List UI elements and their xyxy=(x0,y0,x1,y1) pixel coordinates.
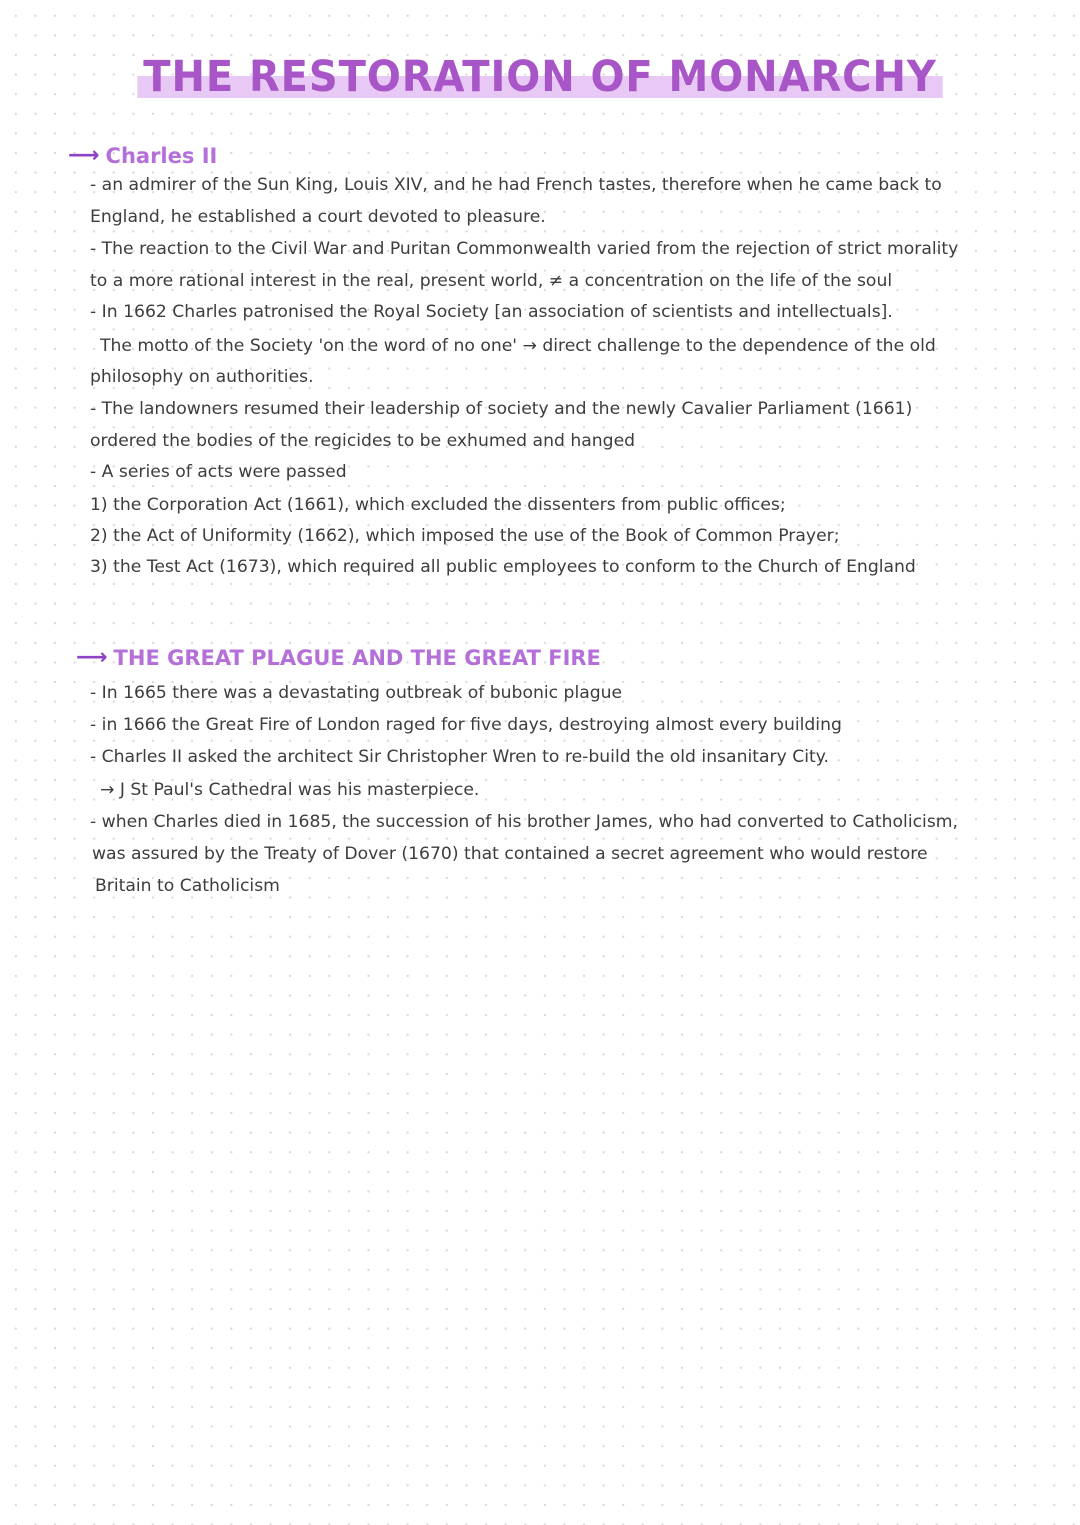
section-heading-plague-fire xyxy=(76,645,601,670)
text-line: - in 1666 the Great Fire of London raged for five days, destroying almost every building xyxy=(90,715,842,735)
text-line: → J St Paul's Cathedral was his masterpiece. xyxy=(100,780,480,800)
text-line: - In 1665 there was a devastating outbreak of bubonic plague xyxy=(90,683,623,703)
text-line: to a more rational interest in the real, present world, ≠ a concentration on the life of the soul xyxy=(90,271,893,291)
text-line: Britain to Catholicism xyxy=(95,876,280,896)
text-line: - The landowners resumed their leadership of society and the newly Cavalier Parliament (1661) xyxy=(90,399,913,419)
text-line: philosophy on authorities. xyxy=(90,367,314,387)
text-line: England, he established a court devoted to pleasure. xyxy=(90,207,546,227)
text-line: 3) the Test Act (1673), which required all public employees to conform to the Church of England xyxy=(90,557,916,577)
text-line: - In 1662 Charles patronised the Royal Society [an association of scientists and intellectuals]. xyxy=(90,302,893,322)
text-line: 2) the Act of Uniformity (1662), which imposed the use of the Book of Common Prayer; xyxy=(90,526,840,546)
text-line: - an admirer of the Sun King, Louis XIV, and he had French tastes, therefore when he came back to xyxy=(90,175,942,195)
text-line: ordered the bodies of the regicides to be exhumed and hanged xyxy=(90,431,636,451)
page-title xyxy=(38,52,1042,102)
heading-text: Charles II xyxy=(105,143,218,168)
text-line: The motto of the Society 'on the word of no one' → direct challenge to the dependence of the old xyxy=(100,336,936,356)
arrow-right-icon: ⟶ xyxy=(76,645,108,670)
text-line: 1) the Corporation Act (1661), which excluded the dissenters from public offices; xyxy=(90,495,786,515)
heading-text: THE GREAT PLAGUE AND THE GREAT FIRE xyxy=(113,645,601,670)
title-text: THE RESTORATION OF MONARCHY xyxy=(138,52,943,102)
text-line: was assured by the Treaty of Dover (1670) that contained a secret agreement who would restore xyxy=(92,844,928,864)
text-line: - The reaction to the Civil War and Puritan Commonwealth varied from the rejection of strict morality xyxy=(90,239,959,259)
section-heading-charles xyxy=(68,143,217,168)
text-line: - Charles II asked the architect Sir Christopher Wren to re-build the old insanitary City. xyxy=(90,747,829,767)
text-line: - A series of acts were passed xyxy=(90,462,347,482)
arrow-right-icon: ⟶ xyxy=(68,143,100,168)
text-line: - when Charles died in 1685, the succession of his brother James, who had converted to Catholicism, xyxy=(90,812,958,832)
